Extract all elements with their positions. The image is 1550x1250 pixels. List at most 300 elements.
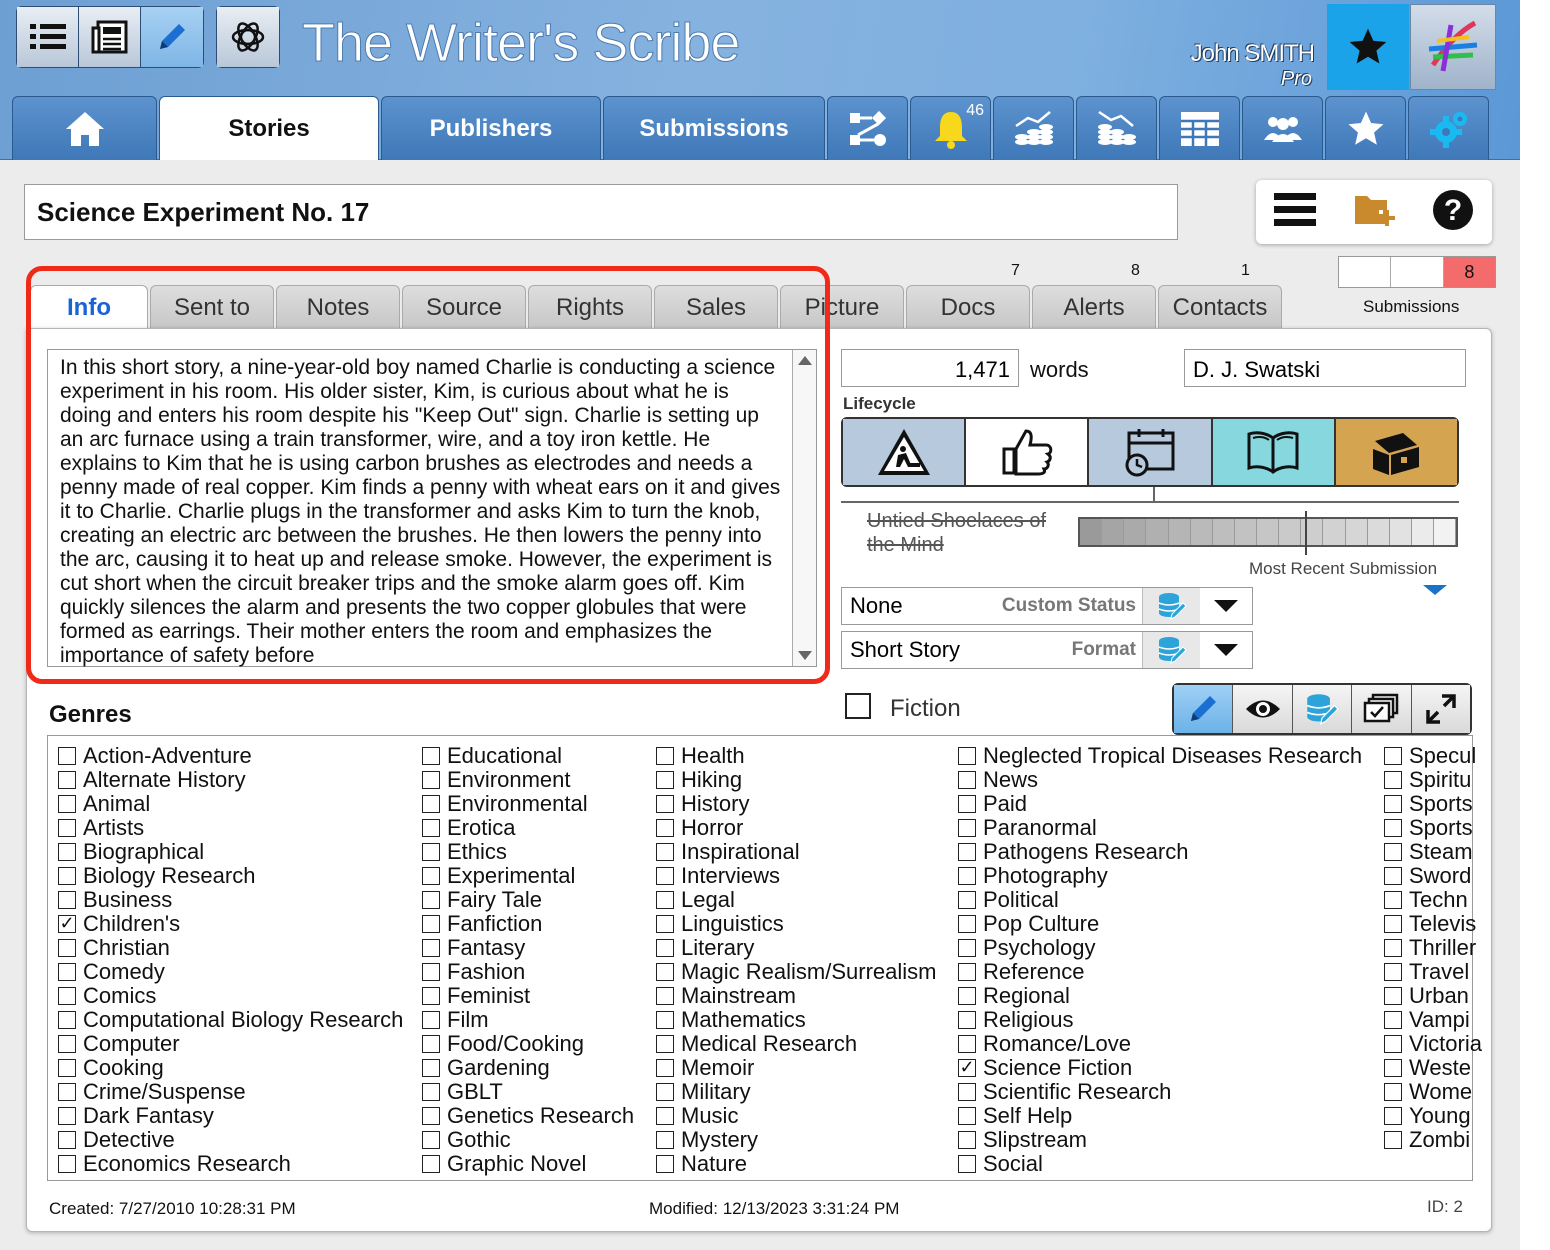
lifecycle-draft-button[interactable] [843,419,966,485]
svg-text:?: ? [1443,193,1462,227]
genre-item[interactable] [958,864,1362,888]
genre-checkbox[interactable] [58,1155,76,1173]
genre-checkbox[interactable] [656,771,674,789]
chevron-down-icon[interactable] [1200,632,1252,668]
genre-item[interactable] [58,792,403,816]
genre-checkbox[interactable] [656,1011,674,1029]
genre-item[interactable] [422,768,634,792]
tab-favorites[interactable] [1325,96,1406,160]
record-actions [1256,180,1492,244]
genre-item[interactable] [58,1056,403,1080]
custom-status-label: Custom Status [1001,595,1136,616]
genre-label: Social [983,1151,1043,1176]
add-folder-button[interactable] [1353,192,1395,233]
lifecycle-marker [1153,487,1155,501]
genre-item[interactable] [958,1128,1362,1152]
tab-docs[interactable]: Docs [906,285,1030,329]
submission-box [1391,257,1443,287]
genre-item[interactable] [58,984,403,1008]
app-logo-button[interactable] [1410,4,1496,90]
genre-checkbox[interactable] [422,771,440,789]
synopsis-scrollbar[interactable] [792,350,816,666]
genre-checkbox[interactable] [422,1155,440,1173]
genre-item[interactable] [58,1032,403,1056]
genre-checkbox[interactable] [1384,939,1402,957]
genre-item[interactable] [958,792,1362,816]
genre-item[interactable] [1384,744,1482,768]
genre-checkbox[interactable] [58,771,76,789]
fiction-label: Fiction [890,695,961,722]
genre-checkbox[interactable] [422,1131,440,1149]
genre-checkbox[interactable] [958,819,976,837]
genre-item[interactable] [958,840,1362,864]
genre-item[interactable] [422,864,634,888]
synopsis-text: In this short story, a nine-year-old boy named Charlie is conducting a science experiment in his room. His older sister, Kim, is curious about what he is doing and enters his room despite his "Keep Out" sign. Charlie is setting up an arc furnace using a train transformer, wire, and a toy iron kettle. He explains to Kim that he is using carbon brushes as electrodes and needs a penny made of real copper. Kim finds a penny with wheat ears on it and gives it to Charlie. Charlie plugs in the transformer and asks Kim to turn the knob, creating an electric arc between the brushes. He then lowers the penny into the arc, causing it to heat up and release smoke. However, the experiment is cut short when the circuit breaker trips and the smoke alarm goes off. Kim quickly silences the alarm and presents the two copper globules that were formed as earrings. Their mother enters the room and emphasizes the importance of safety before [60,356,781,667]
submissions-count: 8 [1444,257,1495,287]
genre-label: Military [681,1079,751,1104]
lifecycle-approved-button[interactable] [966,419,1089,485]
genre-item[interactable] [422,792,634,816]
genre-label: Animal [83,791,151,816]
genre-checkbox[interactable] [1384,891,1402,909]
genre-item[interactable] [958,1152,1362,1176]
genre-checkbox[interactable] [656,1131,674,1149]
genre-checkbox[interactable] [656,939,674,957]
genre-item[interactable] [958,1008,1362,1032]
genre-item[interactable] [1384,960,1482,984]
genre-view-toolbar [1172,683,1472,735]
genre-checkbox[interactable] [958,747,976,765]
genre-checkbox[interactable] [422,915,440,933]
tab-alerts[interactable]: Alerts [1032,285,1156,329]
genre-checkbox[interactable] [656,867,674,885]
detail-view-button[interactable] [79,7,141,67]
genre-checkbox[interactable] [958,1083,976,1101]
edit-genres-button[interactable] [1174,685,1233,733]
word-count-field[interactable]: 1,471 [841,349,1019,387]
window-edge [1520,0,1550,1250]
lifecycle-label: Lifecycle [843,394,916,413]
genre-checkbox[interactable] [1384,915,1402,933]
genre-checkbox[interactable] [958,915,976,933]
genre-checkbox[interactable] [656,747,674,765]
genre-checkbox[interactable] [656,795,674,813]
genre-label: Inspirational [681,839,800,864]
genre-checkbox[interactable] [1384,795,1402,813]
favorite-button[interactable] [1327,4,1409,90]
genre-checkbox[interactable] [58,1035,76,1053]
tab-settings[interactable] [1408,96,1489,160]
format-label: Format [1071,639,1136,660]
genre-item[interactable] [422,744,634,768]
docs-count: 7 [1011,262,1020,279]
edit-view-button[interactable] [141,7,203,67]
genre-item[interactable] [656,744,937,768]
genre-item[interactable] [58,888,403,912]
genre-item[interactable] [1384,1080,1482,1104]
genre-checkbox[interactable] [958,843,976,861]
genre-item[interactable] [422,816,634,840]
genre-label: Genetics Research [447,1103,635,1128]
user-tier: Pro [1280,68,1312,90]
genre-label: Educational [447,743,562,768]
genre-label: Science Fiction [983,1055,1133,1080]
database-edit-icon [1157,635,1187,665]
eye-icon [1244,696,1282,722]
genre-checkbox[interactable] [958,795,976,813]
genre-item[interactable] [58,960,403,984]
genre-column [1384,744,1482,1152]
genre-item[interactable] [656,888,937,912]
genre-checkbox[interactable] [58,843,76,861]
genre-item[interactable] [1384,1056,1482,1080]
genre-label: Travel [1409,959,1470,984]
genre-checkbox[interactable] [1384,867,1402,885]
genre-item[interactable] [958,888,1362,912]
tab-alerts[interactable] [910,96,991,160]
genre-label: Self Help [983,1103,1073,1128]
tab-sales[interactable]: Sales [654,285,778,329]
tab-stories[interactable]: Stories [159,96,379,160]
genre-checkbox[interactable] [1384,1131,1402,1149]
genre-item[interactable] [1384,1008,1482,1032]
genre-label: Spiritu [1409,767,1472,792]
genre-item[interactable] [422,960,634,984]
recent-submission-arrow[interactable] [1423,585,1447,595]
genre-checkbox[interactable] [656,1059,674,1077]
genre-item[interactable] [958,1032,1362,1056]
custom-status-value: None [850,593,903,618]
genre-item[interactable] [422,1080,634,1104]
genre-item[interactable] [656,864,937,888]
genre-checkbox[interactable] [422,963,440,981]
expand-genres-button[interactable] [1412,685,1470,733]
genre-checkbox[interactable] [656,1155,674,1173]
genre-label: Film [447,1007,489,1032]
genre-item[interactable] [656,984,937,1008]
genre-checkbox[interactable] [958,1107,976,1125]
tab-source[interactable]: Source [402,285,526,329]
genre-item[interactable] [422,984,634,1008]
genre-label: GBLT [447,1079,503,1104]
genre-item[interactable] [422,912,634,936]
genre-checkbox[interactable] [422,843,440,861]
genre-checkbox[interactable] [58,1107,76,1125]
genre-item[interactable] [656,1056,937,1080]
genre-item[interactable] [58,936,403,960]
genre-item[interactable] [422,936,634,960]
genre-checkbox[interactable] [422,891,440,909]
tab-stats-down[interactable] [1076,96,1157,160]
genre-checkbox[interactable] [1384,1107,1402,1125]
genres-list [47,735,1482,1181]
genre-item[interactable] [656,792,937,816]
genre-label: Alternate History [83,767,246,792]
genre-item[interactable] [958,1056,1362,1080]
genre-item[interactable] [656,912,937,936]
main-navigation [12,96,1491,160]
view-genres-button[interactable] [1233,685,1292,733]
story-title-field[interactable]: Science Experiment No. 17 [24,184,1178,240]
genre-label: Ethics [447,839,507,864]
genre-checkbox[interactable] [422,819,440,837]
genre-item[interactable] [656,1152,937,1176]
genre-label: Graphic Novel [447,1151,587,1176]
genre-item[interactable] [656,816,937,840]
tab-contacts[interactable]: Contacts [1158,285,1282,329]
lifecycle-archived-button[interactable] [1336,419,1457,485]
lifecycle-scheduled-button[interactable] [1089,419,1212,485]
genre-item[interactable] [58,912,403,936]
genre-checkbox[interactable] [958,1011,976,1029]
genre-checkbox[interactable] [656,819,674,837]
genre-checkbox[interactable] [656,1083,674,1101]
tab-rights[interactable]: Rights [528,285,652,329]
genre-item[interactable] [422,1008,634,1032]
edit-format-list-button[interactable] [1142,632,1200,668]
genre-item[interactable] [58,1128,403,1152]
genre-item[interactable] [1384,792,1482,816]
tab-home[interactable] [12,96,157,160]
submissions-status-boxes [1338,256,1496,288]
alerts-count: 8 [1131,262,1140,279]
tab-workflow[interactable] [827,96,908,160]
genre-item[interactable] [958,816,1362,840]
genre-checkbox[interactable]: ✓ [59,913,75,933]
genre-item[interactable] [58,816,403,840]
genre-checkbox[interactable] [58,891,76,909]
genre-label: Vampi [1409,1007,1470,1032]
genre-item[interactable] [958,744,1362,768]
genre-label: Sword [1409,863,1472,888]
edit-genre-list-button[interactable] [1293,685,1352,733]
author-field[interactable]: D. J. Swatski [1184,349,1466,387]
genre-checkbox[interactable] [958,1035,976,1053]
edit-status-list-button[interactable] [1142,588,1200,624]
genre-label: Interviews [681,863,781,888]
genre-item[interactable] [58,1008,403,1032]
copy-icon [1363,693,1399,725]
genre-checkbox[interactable] [58,963,76,981]
calendar-icon [1123,427,1177,477]
genre-item[interactable] [656,1032,937,1056]
genre-checkbox[interactable] [422,939,440,957]
genre-label: Pop Culture [983,911,1100,936]
lifecycle-selector [841,417,1459,487]
tab-picture[interactable]: Picture [780,285,904,329]
genre-label: Mainstream [681,983,796,1008]
genre-checkbox[interactable] [422,1107,440,1125]
scroll-up-arrow[interactable] [798,356,812,365]
genre-checkbox[interactable] [656,987,674,1005]
genre-item[interactable] [1384,1104,1482,1128]
genre-item[interactable] [958,960,1362,984]
genre-checkbox[interactable] [958,891,976,909]
genre-label: Gothic [447,1127,511,1152]
genre-item[interactable] [422,888,634,912]
tab-stats-up[interactable] [993,96,1074,160]
ai-toolbar [216,6,280,68]
genre-checkbox[interactable] [1384,771,1402,789]
tab-submissions[interactable]: Submissions [603,96,825,160]
genre-label: Paid [983,791,1028,816]
genre-checkbox[interactable] [58,1059,76,1077]
genre-checkbox[interactable] [422,1059,440,1077]
genre-checkbox[interactable] [958,1131,976,1149]
genre-item[interactable] [58,744,403,768]
genre-label: Memoir [681,1055,755,1080]
lifecycle-published-button[interactable] [1213,419,1336,485]
help-button[interactable] [1432,189,1474,236]
genre-checkbox[interactable] [58,939,76,957]
genre-item[interactable] [656,1080,937,1104]
genre-checkbox[interactable] [422,1083,440,1101]
genre-checkbox[interactable] [1384,1083,1402,1101]
record-id: ID: 2 [1427,1197,1463,1216]
genre-item[interactable] [58,1080,403,1104]
list-icon [30,22,66,52]
copy-genres-button[interactable] [1352,685,1411,733]
ai-assistant-button[interactable] [217,7,279,67]
tab-notes[interactable]: Notes [276,285,400,329]
genre-item[interactable] [422,1032,634,1056]
genre-item[interactable] [1384,984,1482,1008]
genre-item[interactable] [1384,912,1482,936]
genre-item[interactable] [656,1008,937,1032]
custom-status-dropdown[interactable] [841,587,1253,625]
genre-item[interactable] [656,936,937,960]
genre-item[interactable] [958,912,1362,936]
chevron-down-icon[interactable] [1200,588,1252,624]
genre-item[interactable] [58,1104,403,1128]
genre-checkbox[interactable] [422,1035,440,1053]
genre-checkbox[interactable] [1384,987,1402,1005]
genre-checkbox[interactable] [958,867,976,885]
genre-checkbox[interactable] [656,915,674,933]
genre-checkbox[interactable] [58,1011,76,1029]
genre-checkbox[interactable] [58,867,76,885]
genre-item[interactable] [958,768,1362,792]
genre-item[interactable] [58,768,403,792]
genre-item[interactable] [1384,1032,1482,1056]
genre-item[interactable] [656,1104,937,1128]
tab-publishers[interactable]: Publishers [381,96,601,160]
genre-item[interactable] [422,1128,634,1152]
fiction-checkbox[interactable] [845,693,871,719]
genre-item[interactable] [1384,864,1482,888]
genre-item[interactable] [58,1152,403,1176]
genre-label: Crime/Suspense [83,1079,246,1104]
submission-history-bar[interactable] [1078,517,1458,547]
genre-checkbox[interactable] [58,987,76,1005]
genre-label: Computer [83,1031,180,1056]
scroll-down-arrow[interactable] [798,651,812,660]
genre-checkbox[interactable] [1384,1059,1402,1077]
genre-checkbox[interactable] [422,867,440,885]
genre-checkbox[interactable] [958,987,976,1005]
menu-icon [1274,191,1316,229]
genre-checkbox[interactable] [1384,819,1402,837]
genre-checkbox[interactable] [58,1083,76,1101]
star-icon [1346,25,1390,69]
genre-label: Televis [1409,911,1477,936]
genre-label: Specul [1409,743,1477,768]
tab-info[interactable]: Info [30,285,148,329]
tab-sent-to[interactable]: Sent to [150,285,274,329]
genre-checkbox[interactable]: ✓ [959,1057,975,1077]
pencil-icon [1185,691,1221,727]
genre-item[interactable] [656,1128,937,1152]
genre-label: Medical Research [681,1031,858,1056]
genre-item[interactable] [958,936,1362,960]
genre-checkbox[interactable] [656,891,674,909]
genre-item[interactable] [1384,816,1482,840]
genre-item[interactable] [656,960,937,984]
genre-label: Experimental [447,863,576,888]
synopsis-textarea[interactable] [47,349,817,667]
stats-up-icon [1012,110,1056,148]
genre-item[interactable] [958,1104,1362,1128]
genre-checkbox[interactable] [1384,1011,1402,1029]
view-toolbar [16,6,204,68]
genre-item[interactable] [656,840,937,864]
genre-checkbox[interactable] [656,843,674,861]
list-view-button[interactable] [17,7,79,67]
genre-item[interactable] [422,1104,634,1128]
genre-item[interactable] [656,768,937,792]
genre-checkbox[interactable] [422,987,440,1005]
genre-item[interactable] [1384,768,1482,792]
genre-item[interactable] [422,840,634,864]
genre-checkbox[interactable] [656,963,674,981]
genre-checkbox[interactable] [1384,843,1402,861]
genre-checkbox[interactable] [958,771,976,789]
genre-checkbox[interactable] [958,963,976,981]
genre-item[interactable] [58,864,403,888]
genre-checkbox[interactable] [958,1155,976,1173]
gear-icon [1428,108,1470,150]
genre-checkbox[interactable] [1384,747,1402,765]
genre-checkbox[interactable] [422,1011,440,1029]
genre-item[interactable] [58,840,403,864]
genre-item[interactable] [958,984,1362,1008]
genre-item[interactable] [1384,1128,1482,1152]
genre-item[interactable] [1384,840,1482,864]
genre-item[interactable] [422,1056,634,1080]
format-dropdown[interactable] [841,631,1253,669]
genre-item[interactable] [1384,936,1482,960]
genre-checkbox[interactable] [958,939,976,957]
genre-item[interactable] [1384,888,1482,912]
genre-checkbox[interactable] [1384,963,1402,981]
genre-checkbox[interactable] [422,747,440,765]
genre-checkbox[interactable] [58,795,76,813]
menu-button[interactable] [1274,191,1316,234]
genre-checkbox[interactable] [58,819,76,837]
genre-label: Religious [983,1007,1074,1032]
genre-item[interactable] [422,1152,634,1176]
tab-table[interactable] [1159,96,1240,160]
genre-checkbox[interactable] [58,1131,76,1149]
genre-item[interactable] [958,1080,1362,1104]
genre-checkbox[interactable] [422,795,440,813]
genre-checkbox[interactable] [656,1107,674,1125]
genre-label: Feminist [447,983,531,1008]
genre-checkbox[interactable] [656,1035,674,1053]
genre-checkbox[interactable] [1384,1035,1402,1053]
tab-contacts[interactable] [1242,96,1323,160]
genre-checkbox[interactable] [58,747,76,765]
